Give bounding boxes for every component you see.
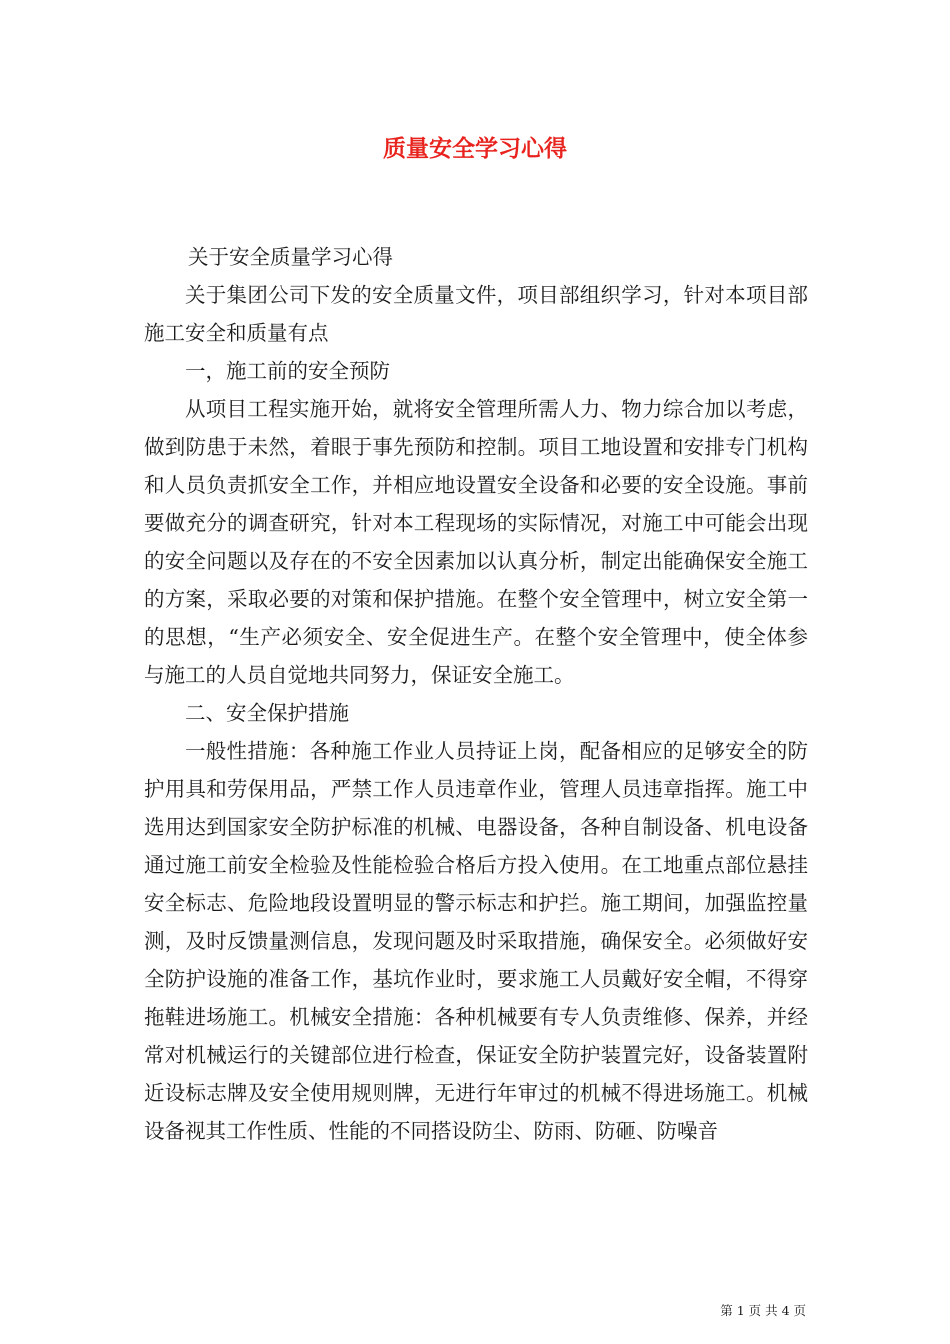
paragraph-section-1: 从项目工程实施开始，就将安全管理所需人力、物力综合加以考虑，做到防患于未然，着眼于事先预防和控制。项目工地设置和安排专门机构和人员负责抓安全工作，并相应地设置安全设备和必要的安全设施。事前要做充分的调查研究，针对本工程现场的实际情况，对施工中可能会出现的安全问题以及存在的不安全因素加以认真分析，制定出能确保安全施工的方案，采取必要的对策和保护措施。在整个安全管理中，树立安全第一的思想，“生产必须安全、安全促进生产。在整个安全管理中，使全体参与施工的人员自觉地共同努力，保证安全施工。 <box>144 397 808 687</box>
document-body <box>144 238 808 1150</box>
paragraph-subtitle: 关于安全质量学习心得 <box>188 245 393 269</box>
document-title: 质量安全学习心得 <box>383 135 567 162</box>
page-number-footer: 第 1 页 共 4 页 <box>720 1303 806 1318</box>
paragraph-intro: 关于集团公司下发的安全质量文件，项目部组织学习，针对本项目部施工安全和质量有点 <box>144 283 808 345</box>
paragraph-section-2: 一般性措施：各种施工作业人员持证上岗，配备相应的足够安全的防护用具和劳保用品，严禁工作人员违章作业，管理人员违章指挥。施工中选用达到国家安全防护标准的机械、电器设备，各种自制设备、机电设备通过施工前安全检验及性能检验合格后方投入使用。在工地重点部位悬挂安全标志、危险地段设置明显的警示标志和护拦。施工期间，加强监控量测，及时反馈量测信息，发现问题及时采取措施，确保安全。必须做好安全防护设施的准备工作，基坑作业时，要求施工人员戴好安全帽，不得穿拖鞋进场施工。机械安全措施：各种机械要有专人负责维修、保养，并经常对机械运行的关键部位进行检查，保证安全防护装置完好，设备装置附近设标志牌及安全使用规则牌，无进行年审过的机械不得进场施工。机械设备视其工作性质、性能的不同搭设防尘、防雨、防砸、防噪音 <box>144 739 808 1143</box>
section-heading-2: 二、安全保护措施 <box>185 701 349 725</box>
section-heading-1: 一，施工前的安全预防 <box>185 359 390 383</box>
